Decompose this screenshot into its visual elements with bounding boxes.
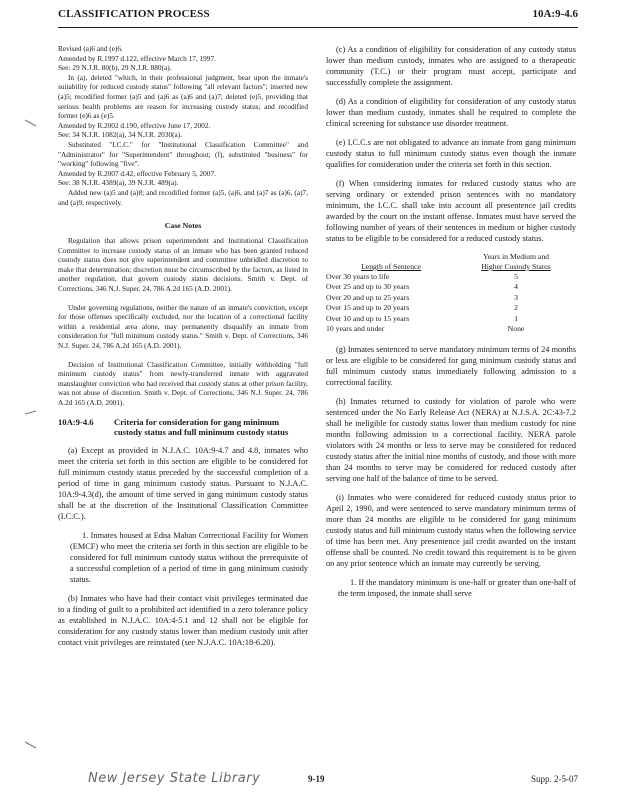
right-column [326,44,576,764]
history-notes [58,44,308,207]
sentence-length-table [326,252,576,334]
paragraph-b: (b) Inmates who have had their contact visit privileges terminated due to a finding of guilt to a prohibited act identified in a zero tolerance policy as established in N.J.A.C. 10A:4-5.1 and 12 shall not be eligible for consideration for any custody status lower than medium custody unit after contact visit privileges are reinstated (see N.J.A.C. 10A:18-6.20). [58,593,308,647]
table-row: Over 15 and up to 20 years 2 [326,303,518,313]
paragraph-g: (g) Inmates sentenced to serve mandatory minimum terms of 24 months or less are eligible to be considered for gang minimum custody status and full minimum custody status immediately following admission to a correctional facility. [326,345,576,388]
library-watermark: New Jersey State Library [88,771,261,786]
running-head-title: CLASSIFICATION PROCESS [58,8,210,20]
history-line: See: 38 N.J.R. 4389(a), 39 N.J.R. 489(a). [58,178,179,188]
margin-scan-mark [24,740,38,750]
table-row: Over 10 and up to 15 years 1 [326,313,518,323]
history-line: Amended by R.2002 d.190, effective June 17, 2002. [58,120,211,130]
case-note: Under governing regulations, neither the nature of an inmate's conviction, except for those offenses specifically excluded, nor the location of a correctional facility within a residential area alone, may permanently disqualify an inmate from consideration for "full minimum custody status." Smith v. Dept. of Corrections, 346 N.J. Super. 24, 786 A.2d 165 (A.D. 2001). [58,302,308,351]
section-number: 10A:9-4.6 [58,416,94,427]
table-header-length: Length of Sentence [361,262,421,271]
paragraph-e: (e) I.C.C.s are not obligated to advance an inmate from gang minimum custody status to full minimum custody status even though the inmate qualifies for consideration under the criteria set forth in this section. [326,138,576,169]
history-line: Revised (a)6 and (e)6. [58,44,123,53]
history-line: Added new (a)5 and (a)8; and recodified former (a)5, (a)6, and (a)7 as (a)6, (a)7, and (a)9, respectively. [58,187,308,207]
section-heading [58,417,308,438]
history-line: Amended by R.2007 d.42, effective February 5, 2007. [58,168,216,178]
history-line: Substituted "I.C.C." for "Institutional Classification Committee" and "Administrator" for "Superintendent" throughout; (f), substituted "business" for "working" following "five". [58,139,308,169]
paragraph-i-1: 1. If the mandatory minimum is one-half or greater than one-half of the term imposed, the inmate shall serve [338,578,576,599]
running-head-section: 10A:9-4.6 [532,8,578,20]
paragraph-c: (c) As a condition of eligibility for consideration of any custody status lower than medium custody, inmates who are assigned to a therapeutic community (T.C.) or their program must accept, participate and successfully complete the assignment. [326,45,576,87]
margin-scan-mark [24,408,38,418]
paragraph-d: (d) As a condition of eligibility for consideration of any custody status lower than medium custody, inmates shall be required to complete the clinical screening for substance use disorder treatment. [326,97,576,128]
left-column [58,44,308,764]
paragraph-h: (h) Inmates returned to custody for violation of parole who were sentenced under the No Early Release Act (NERA) at N.J.S.A. 2C:43-7.2 shall be ineligible for custody status lower than medium custody for nine months following admission to a correctional facility. NERA parole violators with 24 months or less to serve may be considered for reduced custody status after the initial nine months of custody, and those with more than 24 months to serve may be considered for reduced custody after serving one half of the balance of time to be served. [326,397,576,484]
paragraph-f: (f) When considering inmates for reduced custody status who are serving ordinary or extended prison sentences with no mandatory minimum, the I.C.C. shall take into account all presentence jail credits awarded by the court on the instant offense. Inmates must have served the following number of years of their sentences in medium or higher custody status to be eligible to be considered for a reduced custody status. [326,179,576,243]
case-notes-heading: Case Notes [164,221,202,231]
table-row: 10 years and under None [326,324,525,334]
case-note: Decision of Institutional Classification Committee, initially withholding "full minimum custody status" from newly-transferred inmate with aggravated manslaughter conviction who had received that custody status at other prison facility, was not abuse of discretion. Smith v. Dept. of Corrections, 346 N.J. Super. 24, 786 A.2d 165 (A.D. 2001). [58,359,308,407]
history-line: Amended by R.1997 d.122, effective March 17, 1997. [58,53,216,63]
paragraph-a-1: 1. Inmates housed at Edna Mahan Correctional Facility for Women (EMCF) who meet the criteria set forth in this section are eligible to be considered for full minimum custody status without the prerequisite of a successful completion of a period of time in gang minimum custody status. [70,530,308,584]
paragraph-i: (i) Inmates who were considered for reduced custody status prior to April 2, 1990, and were sentenced to serve mandatory minimum terms of more than 24 months are eligible to be considered for gang minimum custody status and full minimum custody status when the following service of time has been met. Any presentence jail credit awarded on the instant offense shall be counted. No credit toward this requirement is to be given on any prior sentence which an inmate may currently be serving. [326,493,576,569]
table-row: Over 30 years to life 5 [326,272,518,281]
section-title: Criteria for consideration for gang minimum custody status and full minimum custody status [114,416,289,438]
header-rule [58,27,578,28]
history-line: See: 34 N.J.R. 1082(a), 34 N.J.R. 2030(a). [58,130,183,140]
history-line: See: 29 N.J.R. 80(b), 29 N.J.R. 880(a). [58,63,172,73]
table-row: Over 25 and up to 30 years 4 [326,282,518,292]
page-header [58,8,578,26]
table-row: Over 20 and up to 25 years 3 [326,292,518,302]
case-note: Regulation that allows prison superintendent and Institutional Classification Committee to increase custody status of an inmate who has been granted reduced custody status does not give superintendent and committee unbridled discretion to make that determination; discretion must be circumscribed by the factors, as listed in another regulation, that govern custody status decisions. Smith v. Dept. of Corrections, 346 N.J. Super. 24, 786 A.2d 165 (A.D. 2001). [58,236,308,294]
history-line: In (a), deleted "which, in their professional judgment, bear upon the inmate's suitability for reduced custody status" following "all relevant factors"; inserted new (a)5; recodified former (a)5 and (a)6 as (a)6 and (a)7; deleted (e)5, providing that serious health problems are reason for increasing custody status; and recodified former (e)6 as (e)5. [58,72,308,121]
page-footer [58,771,578,789]
page-number: 9-19 [308,774,325,784]
supplement-date: Supp. 2-5-07 [531,774,578,784]
paragraph-a: (a) Except as provided in N.J.A.C. 10A:9-4.7 and 4.8, inmates who meet the criteria set forth in this section are eligible to be considered for full minimum custody status preceded by the successful completion of a period of time in gang minimum custody status. Pursuant to N.J.A.C. 10A:9-4.3(d), the amount of time served in gang minimum custody status shall be at the discretion of the Institutional Classification Committee (I.C.C.). [58,445,308,521]
table-header-years: Years in Medium and Higher Custody Status [481,252,551,271]
margin-scan-mark [24,118,38,128]
